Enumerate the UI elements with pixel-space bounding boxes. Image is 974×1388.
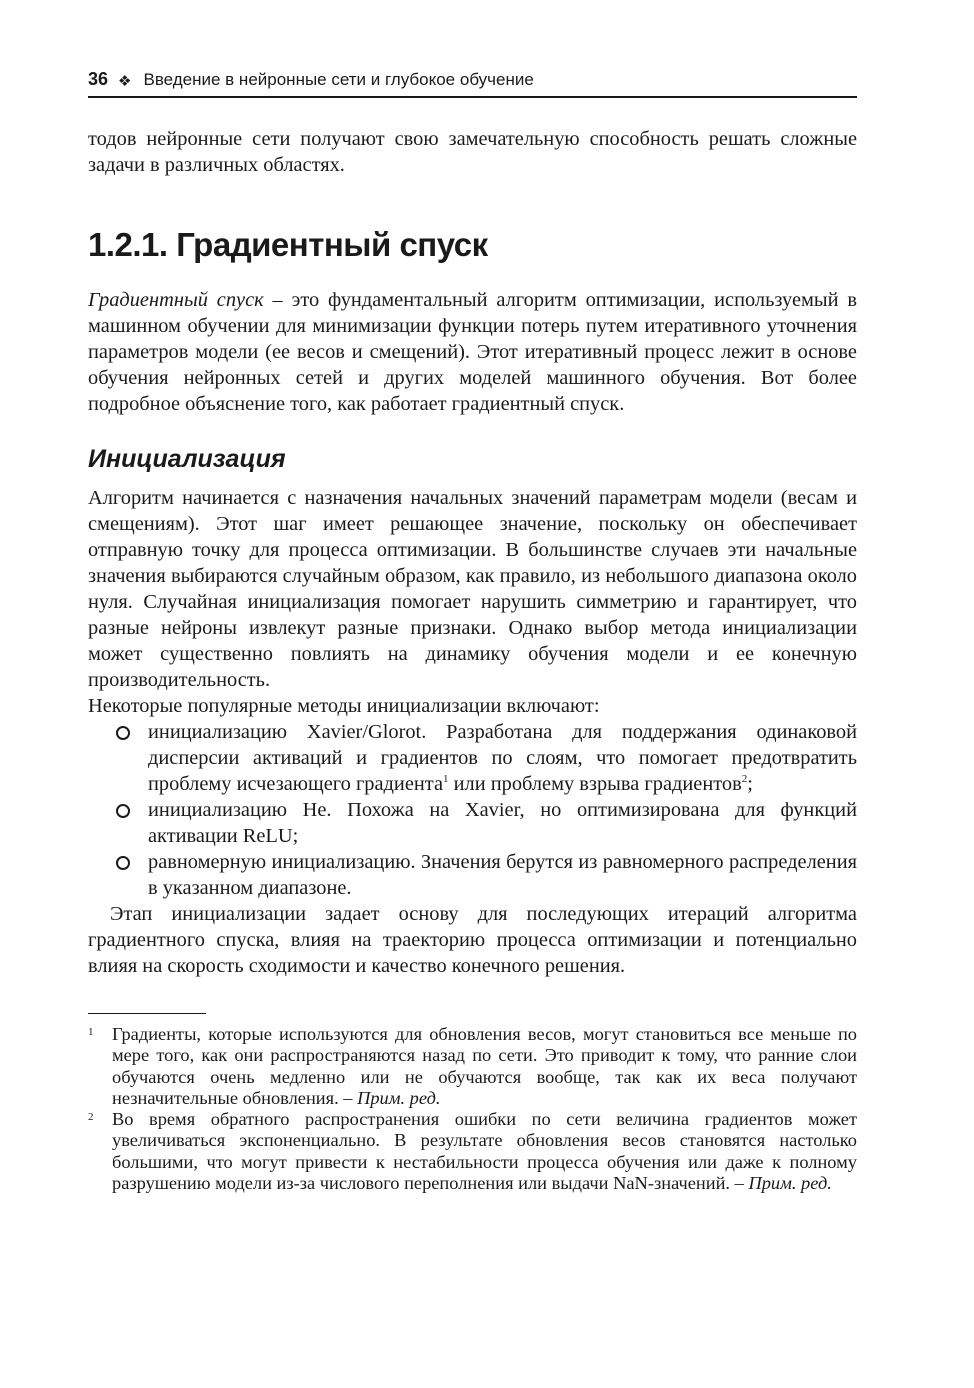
list-item-text: равномерную инициализацию. Значения берутся из равномерного распределения в указанном диапазоне.: [148, 851, 857, 899]
list-item-text: инициализацию He. Похожа на Xavier, но оптимизирована для функций активации ReLU;: [148, 799, 857, 847]
bullet-icon: [116, 726, 130, 740]
page-number: 36: [88, 69, 109, 89]
footnote-text: Во время обратного распространения ошибки по сети величина градиентов может увеличиваться экспоненциально. В результате обновления весов становятся настолько большими, что могут привести к нестабильности процесса обучения или даже к полному разрушению модели из-за числового переполнения или выдачи NaN-значений. –: [112, 1109, 857, 1194]
bullet-icon: [116, 856, 130, 870]
running-title: Введение в нейронные сети и глубокое обучение: [143, 70, 534, 89]
footnote: [88, 1109, 857, 1194]
footnote-divider: [88, 1013, 206, 1014]
footnote-text: Градиенты, которые используются для обновления весов, могут становиться все меньше по мере того, как они распространяются назад по сети. Это приводит к тому, что ранние слои обучаются очень медленно или не обучаются вообще, так как их веса получают незначительные обновления. –: [112, 1024, 857, 1108]
init-methods-list: [88, 719, 857, 901]
editor-note: Прим. ред.: [748, 1173, 832, 1194]
footnote: [88, 1024, 857, 1109]
footnote-number: 2: [88, 1111, 94, 1124]
bullet-icon: [116, 804, 130, 818]
footnote-number: 1: [88, 1026, 94, 1038]
section-heading: 1.2.1. Градиентный спуск: [88, 226, 488, 263]
list-item: [88, 849, 857, 901]
intro-paragraph: тодов нейронные сети получают свою замечательную способность решать сложные задачи в различных областях.: [88, 128, 857, 176]
section-paragraph-text: – это фундаментальный алгоритм оптимизации, используемый в машинном обучении для минимизации функции потерь путем итеративного уточнения параметров модели (ее весов и смещений). Этот итеративный процесс лежит в основе обучения нейронных сетей и других моделей машинного обучения. Вот более подробное объяснение того, как работает градиентный спуск.: [88, 289, 857, 415]
running-header: [88, 70, 857, 98]
subsection-heading: Инициализация: [88, 445, 286, 473]
list-item: [88, 797, 857, 849]
closing-paragraph: Этап инициализации задает основу для последующих итераций алгоритма градиентного спуска, влияя на траекторию процесса оптимизации и потенциально влияя на скорость сходимости и качество конечного решения.: [88, 903, 857, 977]
list-item: [88, 719, 857, 797]
list-intro: Некоторые популярные методы инициализации включают:: [88, 695, 600, 717]
ornament-icon: ❖: [118, 73, 132, 90]
term-gradient-descent: Градиентный спуск: [88, 289, 264, 311]
section-paragraph: [88, 287, 857, 417]
subsection-paragraph: Алгоритм начинается с назначения начальных значений параметрам модели (весам и смещениям). Этот шаг имеет решающее значение, поскольку он обеспечивает отправную точку для процесса оптимизации. В большинстве случаев эти начальные значения выбираются случайным образом, как правило, из небольшого диапазона около нуля. Случайная инициализация помогает нарушить симметрию и гарантирует, что разные нейроны извлекут разные признаки. Однако выбор метода инициализации может существенно повлиять на динамику обучения модели и ее конечную производительность.: [88, 487, 857, 691]
list-item-text: инициализацию Xavier/Glorot. Разработана для поддержания одинаковой дисперсии активаций и градиентов по слоям, что помогает предотвратить проблему исчезающего градиента: [148, 721, 857, 795]
editor-note: Прим. ред.: [357, 1087, 441, 1108]
footnote-ref: 2: [741, 773, 748, 786]
footnote-ref: 1: [443, 773, 449, 786]
page-content: [88, 126, 857, 1194]
list-item-text: или проблему взрыва градиентов: [448, 773, 742, 795]
list-item-text: ;: [747, 773, 753, 795]
